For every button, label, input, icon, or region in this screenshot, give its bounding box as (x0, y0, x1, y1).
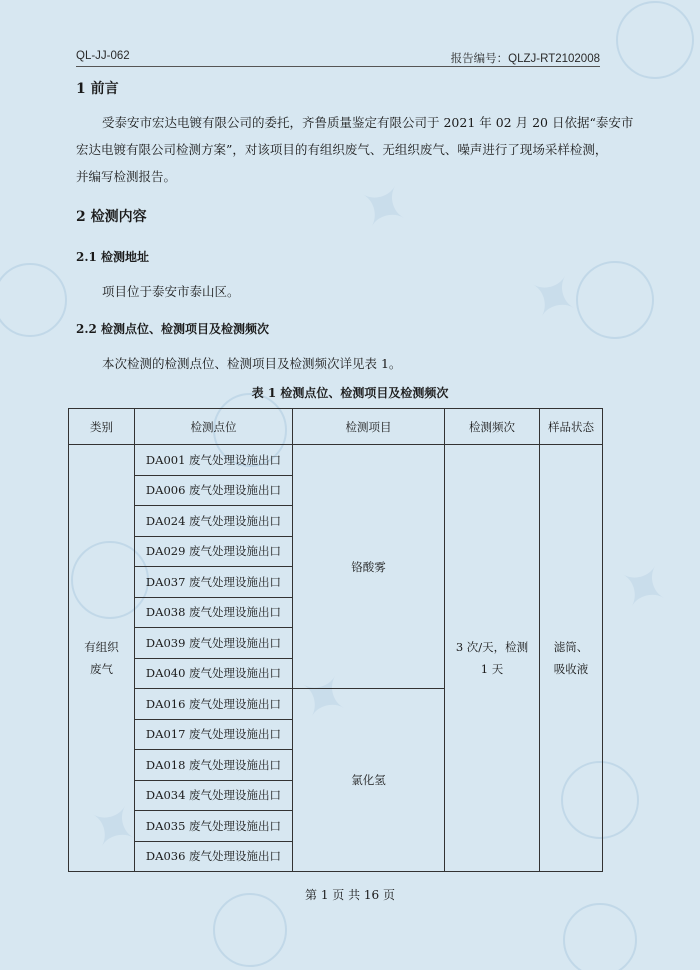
table-caption: 表 1 检测点位、检测项目及检测频次 (251, 386, 449, 400)
category-cell: 有组织废气 (69, 445, 135, 872)
watermark-glyph: ✦ (69, 786, 159, 868)
watermark-glyph: ✦ (599, 546, 689, 628)
watermark-globe-icon (214, 894, 286, 966)
watermark-glyph: ✦ (509, 256, 599, 338)
table-header-row (69, 409, 603, 445)
header-point: 检测点位 (135, 409, 293, 445)
doc-code: QL-JJ-062 (76, 50, 130, 62)
section-2-1-title: 2.1 检测地址 (76, 250, 150, 264)
watermark-glyph: ✦ (339, 166, 429, 248)
header-frequency: 检测频次 (445, 409, 540, 445)
section-1-line-1: 受泰安市宏达电镀有限公司的委托，齐鲁质量鉴定有限公司于 2021 年 02 月 20 日依据“泰安市 (102, 115, 634, 130)
point-cell: DA035 废气处理设施出口 (135, 811, 293, 842)
header-divider (76, 66, 600, 67)
watermark-glyph: ✦ (279, 656, 369, 738)
point-cell: DA038 废气处理设施出口 (135, 597, 293, 628)
header-sample-state: 样品状态 (540, 409, 603, 445)
section-1-title: 1 前言 (76, 81, 119, 97)
table-row (69, 445, 603, 476)
header-item: 检测项目 (293, 409, 445, 445)
section-2-2-title: 2.2 检测点位、检测项目及检测频次 (76, 322, 270, 336)
point-cell: DA039 废气处理设施出口 (135, 628, 293, 659)
point-cell: DA024 废气处理设施出口 (135, 506, 293, 537)
section-2-1-text: 项目位于泰安市泰山区。 (102, 284, 240, 299)
watermark-globe-icon (617, 2, 693, 78)
section-1-line-2: 宏达电镀有限公司检测方案”，对该项目的有组织废气、无组织废气、噪声进行了现场采样检测， (76, 142, 608, 157)
point-cell: DA017 废气处理设施出口 (135, 719, 293, 750)
item-cell-hydrogen-chloride: 氯化氢 (293, 689, 445, 872)
point-cell: DA037 废气处理设施出口 (135, 567, 293, 598)
header-category: 类别 (69, 409, 135, 445)
point-cell: DA016 废气处理设施出口 (135, 689, 293, 720)
item-cell-chromic-acid: 铬酸雾 (293, 445, 445, 689)
point-cell: DA034 废气处理设施出口 (135, 780, 293, 811)
point-cell: DA001 废气处理设施出口 (135, 445, 293, 476)
point-cell: DA006 废气处理设施出口 (135, 475, 293, 506)
point-cell: DA036 废气处理设施出口 (135, 841, 293, 872)
page-footer: 第 1 页 共 16 页 (305, 888, 395, 902)
point-cell: DA029 废气处理设施出口 (135, 536, 293, 567)
detection-table (68, 408, 603, 872)
frequency-cell: 3 次/天，检测 1 天 (445, 445, 540, 872)
point-cell: DA018 废气处理设施出口 (135, 750, 293, 781)
section-2-title: 2 检测内容 (76, 209, 147, 225)
section-1-line-3: 并编写检测报告。 (76, 169, 177, 184)
section-2-2-text: 本次检测的检测点位、检测项目及检测频次详见表 1。 (102, 356, 402, 371)
watermark-globe-icon (564, 904, 636, 970)
watermark-globe-icon (0, 264, 66, 336)
point-cell: DA040 废气处理设施出口 (135, 658, 293, 689)
report-number: 报告编号：QLZJ-RT2102008 (450, 53, 600, 65)
sample-state-cell: 滤筒、吸收液 (540, 445, 603, 872)
